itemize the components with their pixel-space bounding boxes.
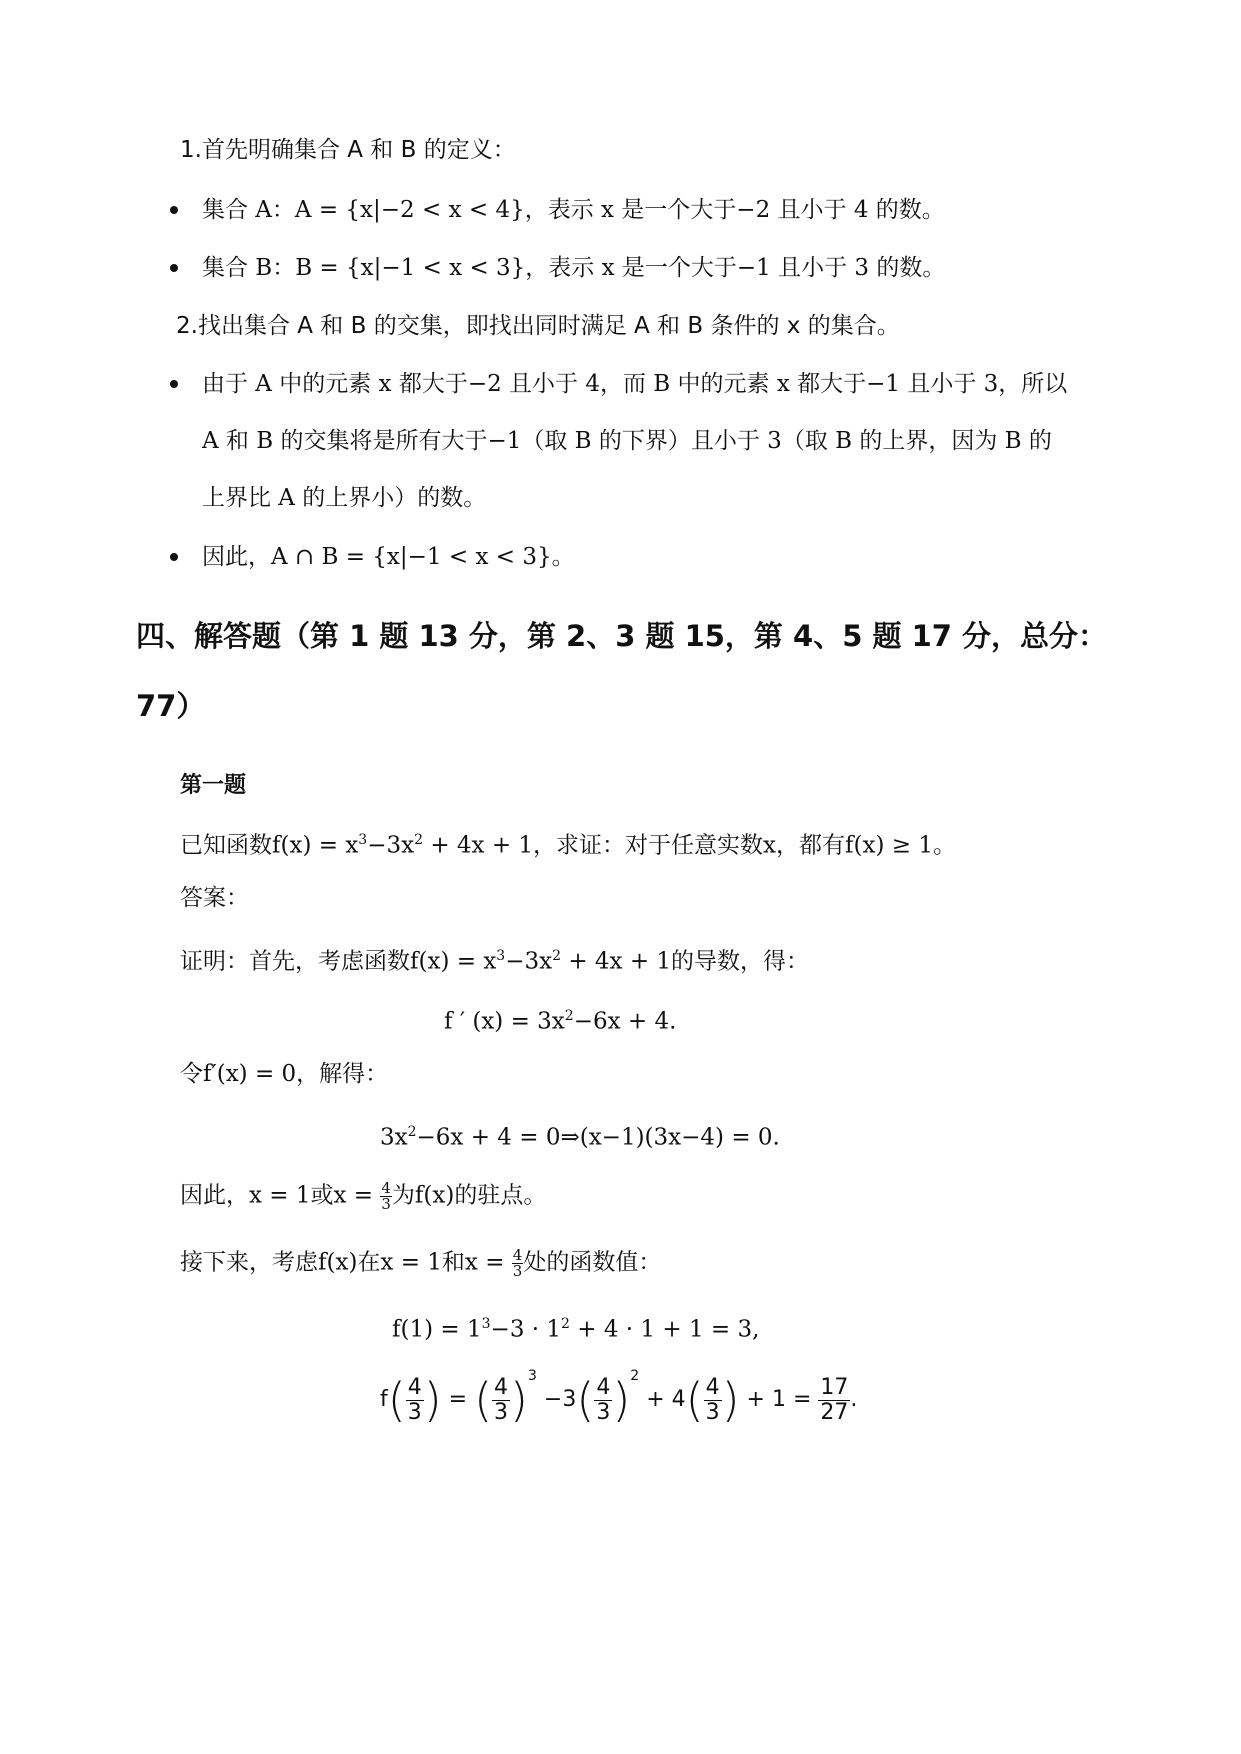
equation-text: −3 · 1: [490, 1316, 562, 1343]
set-derivative-zero: 令f′(x) = 0，解得：: [180, 1061, 389, 1087]
equation-text: + 4 · 1 + 1 = 3,: [569, 1316, 760, 1343]
equation-text: f ′ (x) = 3x: [444, 1008, 565, 1035]
fraction-four-thirds: [492, 1376, 510, 1423]
denominator: 3: [705, 1399, 720, 1425]
equation-text: f(1) = 1: [392, 1316, 482, 1343]
bullet-set-b: 集合 B：B = {x|−1 < x < 3}，表示 x 是一个大于−1 且小于 3 的数。: [202, 255, 946, 281]
text: 接下来，考虑f(x)在x = 1和x =: [180, 1249, 512, 1276]
text: 因此，x = 1或x =: [180, 1182, 381, 1209]
bullet-icon: [170, 380, 178, 388]
bullet-reason-line2: A 和 B 的交集将是所有大于−1（取 B 的下界）且小于 3（取 B 的上界，因为 B 的: [202, 428, 1052, 454]
right-paren: ): [721, 1373, 740, 1427]
question-title: 第一题: [180, 773, 247, 798]
next-step: [180, 1248, 661, 1279]
bullet-set-a: 集合 A：A = {x|−2 < x < 4}，表示 x 是一个大于−2 且小于 4 的数。: [202, 197, 945, 223]
exponent: 2: [414, 832, 424, 848]
solve-equation: [380, 1118, 780, 1152]
right-paren: ): [510, 1373, 528, 1427]
bullet-icon: [170, 264, 178, 272]
fraction-four-thirds: [380, 1181, 392, 1212]
equation-text: −6x + 4 = 0⇒(x−1)(3x−4) = 0.: [416, 1124, 780, 1151]
equation-text: f: [380, 1387, 388, 1412]
denominator: 3: [381, 1195, 391, 1213]
proof-text: + 4x + 1的导数，得：: [561, 948, 810, 975]
statement-text: −3x: [367, 832, 415, 859]
exponent: 3: [481, 1316, 491, 1332]
proof-text: 证明：首先，考虑函数f(x) = x: [180, 948, 497, 975]
bullet-icon: [170, 553, 178, 561]
numerator: 4: [512, 1246, 523, 1264]
left-paren: (: [387, 1373, 406, 1427]
equation-text: −3: [543, 1387, 577, 1412]
denominator: 3: [512, 1262, 523, 1280]
step1-heading: 1.首先明确集合 A 和 B 的定义：: [180, 137, 516, 163]
exponent: 2: [561, 1316, 570, 1332]
statement-text: 已知函数f(x) = x: [180, 832, 359, 859]
text: 处的函数值：: [523, 1249, 662, 1276]
exponent: 2: [564, 1008, 574, 1024]
denominator: 3: [407, 1399, 422, 1425]
proof-text: −3x: [505, 948, 553, 975]
section-heading-line1: 四、解答题（第 1 题 13 分，第 2、3 题 15，第 4、5 题 17 分，总分：: [136, 619, 1108, 653]
f-at-four-thirds: [380, 1368, 857, 1427]
text: 为f(x)的驻点。: [391, 1182, 547, 1209]
left-paren: (: [576, 1373, 595, 1427]
bullet-reason-line3: 上界比 A 的上界小）的数。: [202, 485, 487, 511]
right-paren: ): [423, 1373, 442, 1427]
left-paren: (: [474, 1373, 493, 1427]
denominator: 3: [494, 1399, 509, 1425]
numerator: 4: [705, 1375, 720, 1401]
fraction-four-thirds: [594, 1376, 612, 1423]
exponent: 3: [496, 948, 506, 964]
bullet-icon: [170, 206, 178, 214]
numerator: 4: [596, 1375, 611, 1401]
step2-heading: 2.找出集合 A 和 B 的交集，即找出同时满足 A 和 B 条件的 x 的集合。: [176, 313, 900, 339]
right-paren: ): [612, 1373, 631, 1427]
numerator: 17: [820, 1375, 849, 1401]
f-at-one: [392, 1310, 759, 1344]
exponent: 2: [552, 948, 562, 964]
fraction-four-thirds: [704, 1376, 722, 1423]
left-paren: (: [685, 1373, 704, 1427]
denominator: 3: [596, 1399, 611, 1425]
answer-label: 答案：: [180, 885, 249, 911]
denominator: 27: [820, 1399, 849, 1425]
numerator: 4: [381, 1179, 391, 1197]
equation-text: + 4: [646, 1387, 686, 1412]
equation-text: 3x: [380, 1124, 408, 1151]
proof-intro: [180, 942, 809, 976]
exponent: 3: [528, 1368, 537, 1384]
equation-text: .: [850, 1387, 858, 1412]
bullet-intersection: 因此，A ∩ B = {x|−1 < x < 3}。: [202, 544, 575, 570]
numerator: 4: [407, 1375, 422, 1401]
fraction-four-thirds: [512, 1248, 524, 1279]
exponent: 2: [407, 1124, 417, 1140]
statement-text: + 4x + 1，求证：对于任意实数x，都有f(x) ≥ 1。: [423, 832, 956, 859]
numerator: 4: [494, 1375, 509, 1401]
derivative-equation: [444, 1002, 676, 1036]
fraction-seventeen-twentysevenths: [818, 1376, 850, 1423]
exponent: 2: [630, 1368, 640, 1384]
bullet-reason-line1: 由于 A 中的元素 x 都大于−2 且小于 4，而 B 中的元素 x 都大于−1 且小于 3，所以: [202, 371, 1068, 397]
stationary-points: [180, 1181, 546, 1212]
fraction-four-thirds: [406, 1376, 424, 1423]
equation-text: −6x + 4.: [573, 1008, 677, 1035]
equation-text: + 1 =: [746, 1387, 812, 1412]
exponent: 3: [358, 832, 368, 848]
equation-text: =: [448, 1387, 468, 1412]
question-statement: [180, 826, 956, 860]
section-heading-line2: 77）: [136, 689, 206, 723]
